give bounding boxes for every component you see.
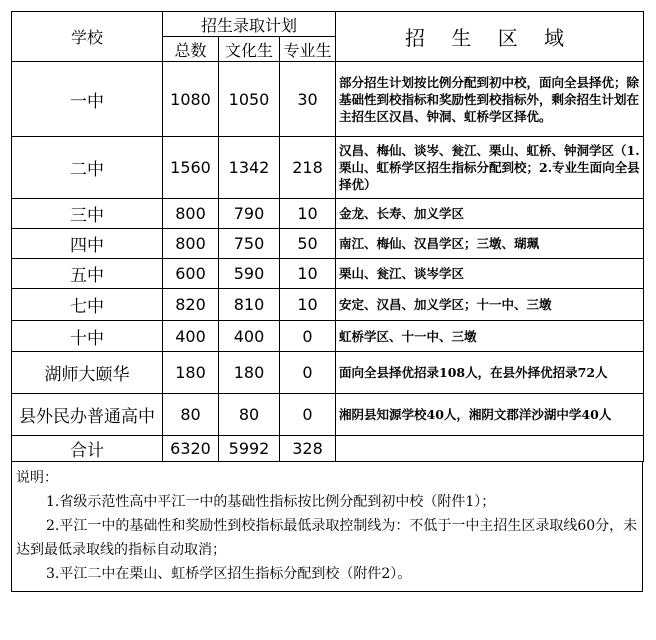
notes-section <box>11 462 643 592</box>
school-cell: 五中 <box>12 259 163 289</box>
note-item: 3.平江二中在栗山、虹桥学区招生指标分配到校（附件2）。 <box>46 566 412 582</box>
area-cell: 南江、梅仙、汉昌学区；三墩、瑚珮 <box>336 229 644 259</box>
total-label: 合计 <box>12 436 163 462</box>
note-item: 1.省级示范性高中平江一中的基础性指标按比例分配到初中校（附件1）； <box>46 494 496 510</box>
total-cell: 600 <box>163 259 219 289</box>
culture-cell: 590 <box>219 259 280 289</box>
area-cell: 面向全县择优招录108人，在县外择优招录72人 <box>336 352 644 394</box>
school-cell: 七中 <box>12 289 163 321</box>
total-cell: 400 <box>163 321 219 352</box>
culture-cell: 1050 <box>219 62 280 137</box>
culture-cell: 810 <box>219 289 280 321</box>
total-cell: 1560 <box>163 137 219 199</box>
total-cell: 180 <box>163 352 219 394</box>
special-cell: 10 <box>280 199 336 229</box>
table-row <box>12 394 644 436</box>
special-total: 328 <box>280 436 336 462</box>
area-cell: 部分招生计划按比例分配到初中校，面向全县择优；除基础性到校指标和奖励性到校指标外，剩余招生计划在主招生区汉昌、钟洞、虹桥学区择优。 <box>336 62 644 137</box>
special-cell: 50 <box>280 229 336 259</box>
total-cell: 1080 <box>163 62 219 137</box>
school-cell: 四中 <box>12 229 163 259</box>
special-cell: 0 <box>280 394 336 436</box>
special-cell: 10 <box>280 259 336 289</box>
culture-cell: 80 <box>219 394 280 436</box>
area-cell: 汉昌、梅仙、谈岑、瓮江、栗山、虹桥、钟洞学区（1.栗山、虹桥学区招生指标分配到校；2.专业生面向全县择优） <box>336 137 644 199</box>
area-empty-cell <box>336 436 644 462</box>
header-school: 学校 <box>12 12 163 62</box>
table-row <box>12 62 644 137</box>
table-row <box>12 229 644 259</box>
special-cell: 10 <box>280 289 336 321</box>
total-cell: 800 <box>163 229 219 259</box>
table-row <box>12 352 644 394</box>
culture-cell: 750 <box>219 229 280 259</box>
header-plan: 招生录取计划 <box>163 12 336 37</box>
area-cell: 金龙、长寿、加义学区 <box>336 199 644 229</box>
table-row <box>12 137 644 199</box>
school-cell: 湖师大颐华 <box>12 352 163 394</box>
table-row <box>12 289 644 321</box>
header-special: 专业生 <box>280 37 336 62</box>
school-cell: 一中 <box>12 62 163 137</box>
area-cell: 栗山、瓮江、谈岑学区 <box>336 259 644 289</box>
header-culture: 文化生 <box>219 37 280 62</box>
enrollment-table <box>11 11 644 462</box>
area-cell: 安定、汉昌、加义学区；十一中、三墩 <box>336 289 644 321</box>
special-cell: 0 <box>280 321 336 352</box>
area-cell: 虹桥学区、十一中、三墩 <box>336 321 644 352</box>
total-cell: 80 <box>163 394 219 436</box>
header-row-1 <box>12 12 644 37</box>
school-cell: 十中 <box>12 321 163 352</box>
culture-total: 5992 <box>219 436 280 462</box>
table-row <box>12 259 644 289</box>
header-area: 招 生 区 域 <box>336 12 644 62</box>
table-row <box>12 321 644 352</box>
school-cell: 县外民办普通高中 <box>12 394 163 436</box>
notes-title: 说明： <box>16 470 58 486</box>
enrollment-plan <box>11 11 643 592</box>
grand-total: 6320 <box>163 436 219 462</box>
total-cell: 820 <box>163 289 219 321</box>
culture-cell: 400 <box>219 321 280 352</box>
school-cell: 二中 <box>12 137 163 199</box>
area-cell: 湘阴县知源学校40人，湘阴文郡洋沙湖中学40人 <box>336 394 644 436</box>
note-item: 2.平江一中的基础性和奖励性到校指标最低录取控制线为：不低于一中主招生区录取线60分，未达到最低录取线的指标自动取消； <box>16 518 638 558</box>
special-cell: 0 <box>280 352 336 394</box>
total-cell: 800 <box>163 199 219 229</box>
special-cell: 218 <box>280 137 336 199</box>
total-row <box>12 436 644 462</box>
culture-cell: 790 <box>219 199 280 229</box>
special-cell: 30 <box>280 62 336 137</box>
culture-cell: 1342 <box>219 137 280 199</box>
header-total: 总数 <box>163 37 219 62</box>
school-cell: 三中 <box>12 199 163 229</box>
culture-cell: 180 <box>219 352 280 394</box>
table-row <box>12 199 644 229</box>
